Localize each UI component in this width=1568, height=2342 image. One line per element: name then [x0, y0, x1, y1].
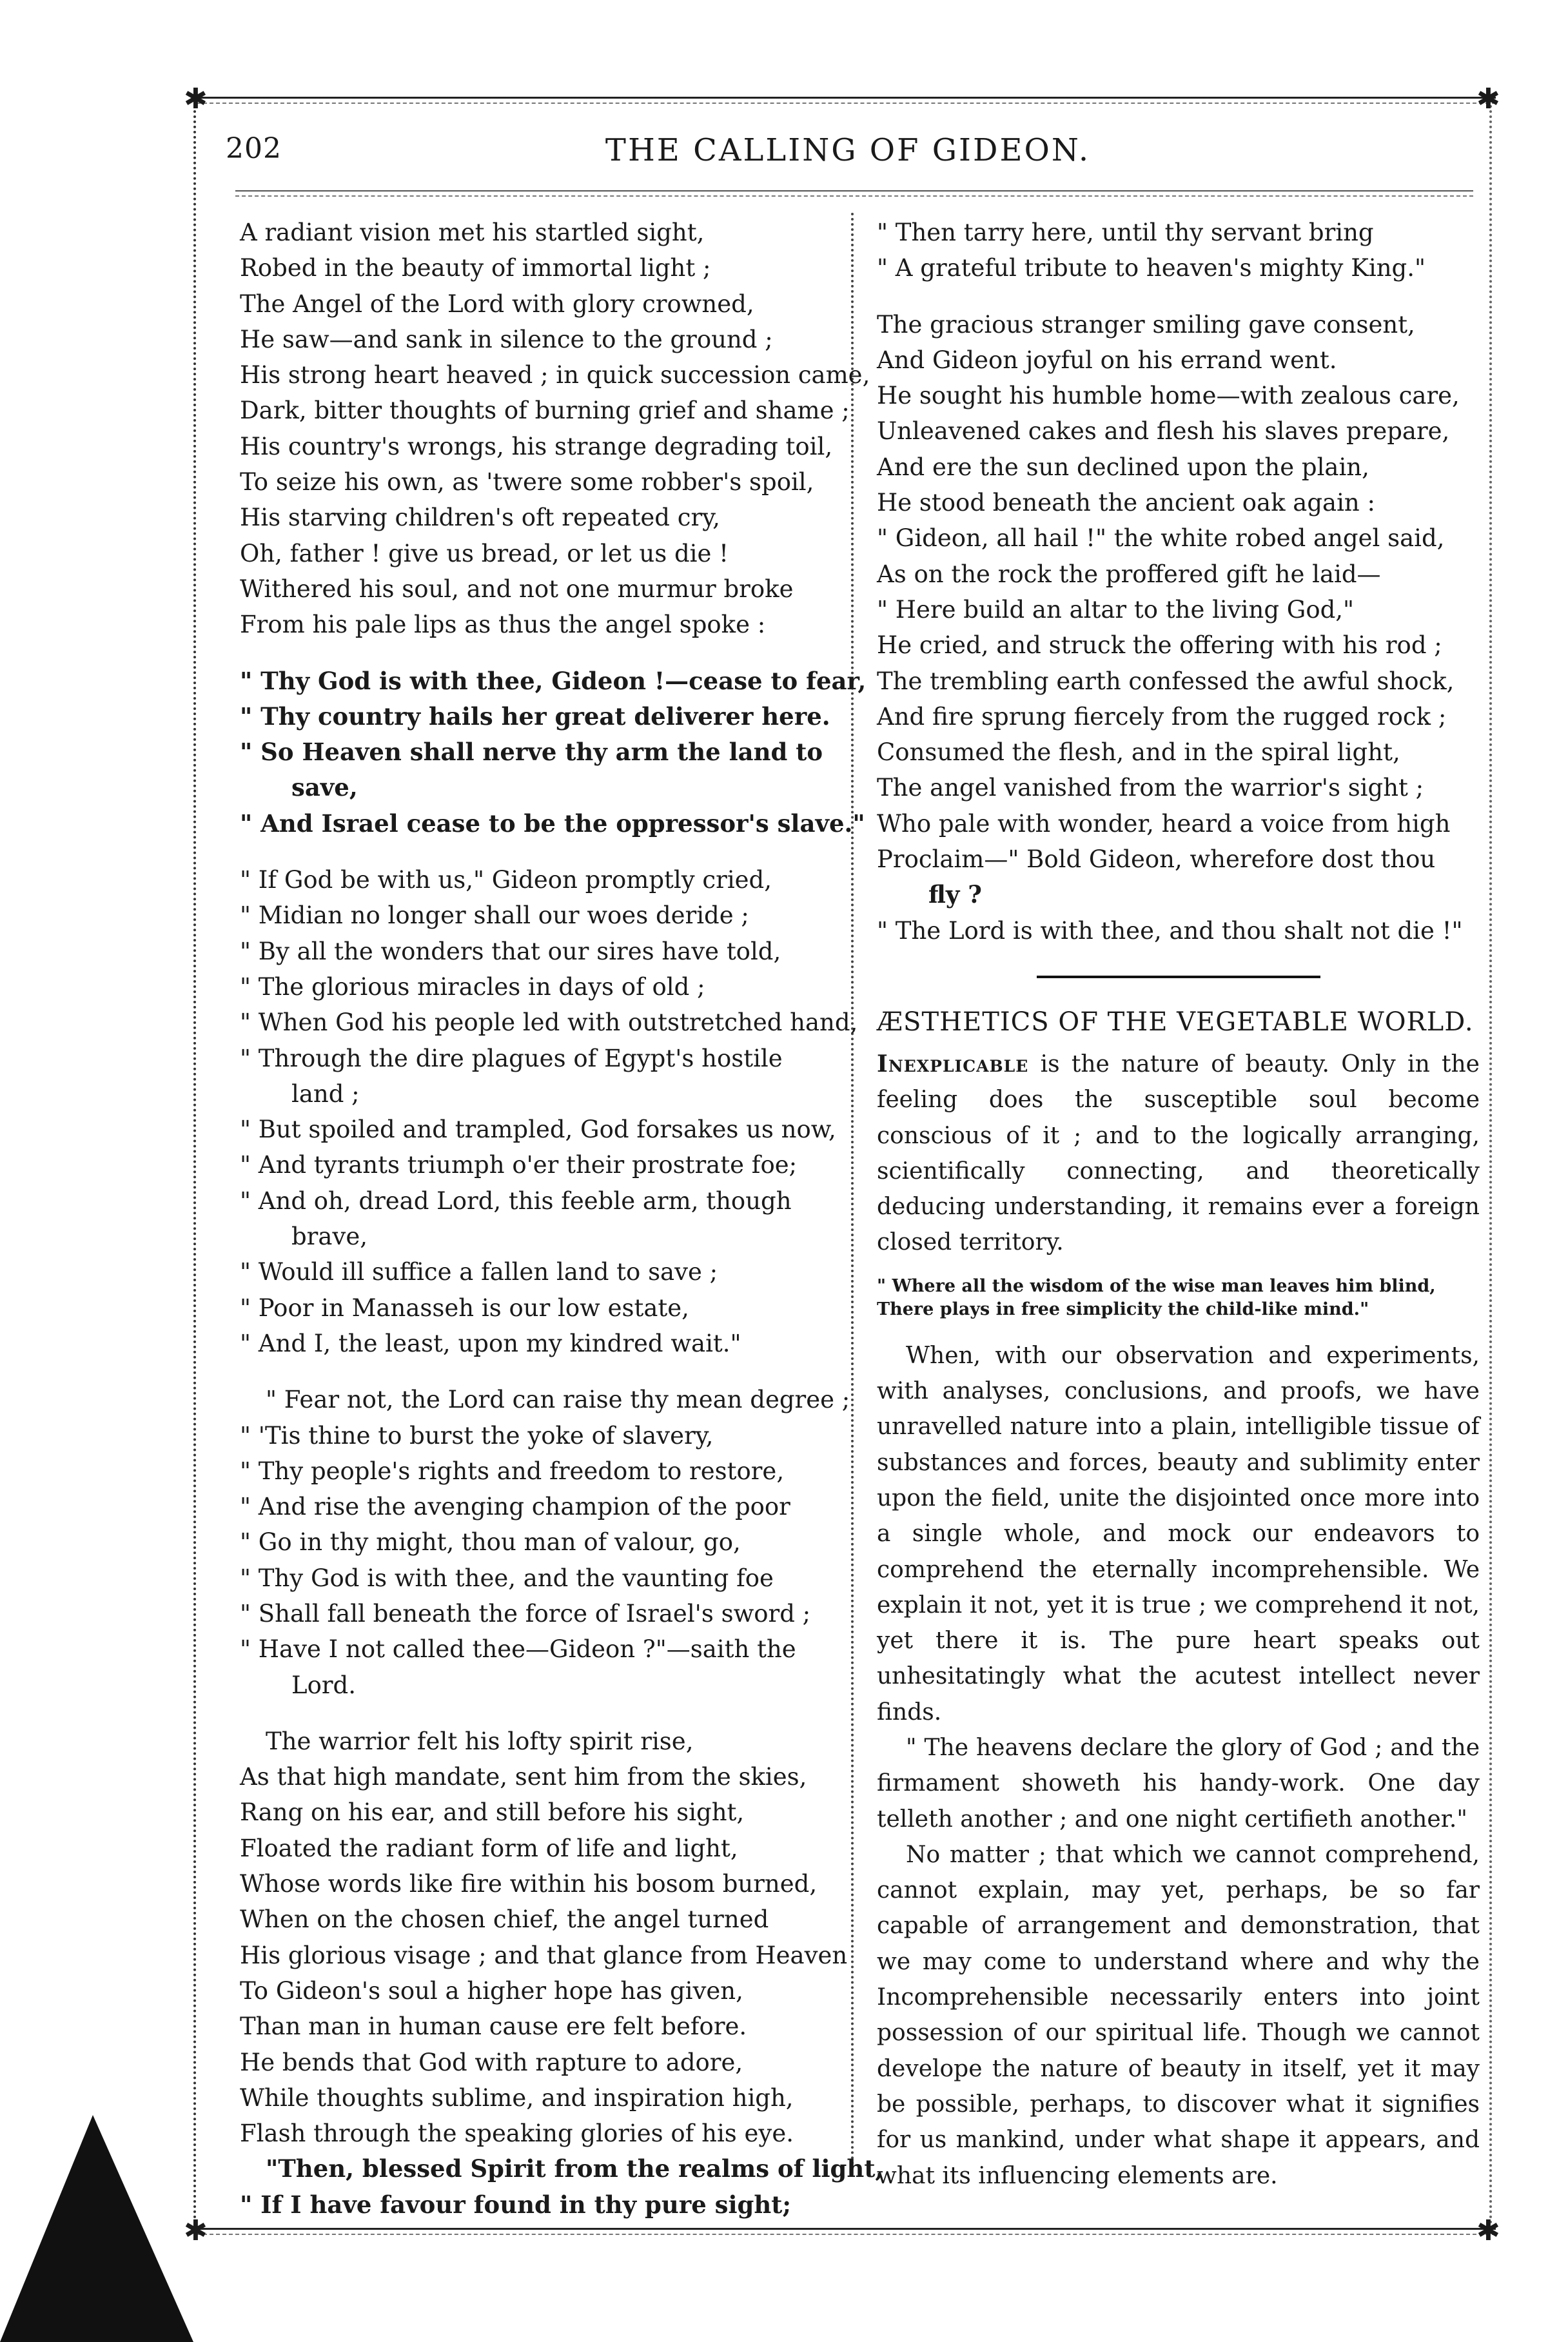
- poem-line: Flash through the speaking glories of his eye.: [240, 2120, 794, 2148]
- poem-line: A radiant vision met his startled sight,: [240, 219, 705, 246]
- poem-line: His country's wrongs, his strange degrading toil,: [240, 432, 833, 460]
- poem-line: The warrior felt his lofty spirit rise,: [266, 1727, 694, 1755]
- corner-ornament-icon: ✱: [1476, 83, 1500, 115]
- poem-line: While thoughts sublime, and inspiration high,: [240, 2083, 794, 2112]
- poem-line: " Would ill suffice a fallen land to save ;: [240, 1258, 718, 1286]
- corner-ornament-icon: ✱: [1476, 2214, 1500, 2247]
- corner-ornament-icon: ✱: [184, 83, 208, 115]
- poem-line: Proclaim—" Bold Gideon, wherefore dost thou: [877, 845, 1436, 874]
- poem-stanza: [877, 307, 1480, 949]
- poem-line: The angel vanished from the warrior's sight ;: [877, 774, 1424, 802]
- poem-stanza: [240, 1724, 884, 2223]
- poem-line: Robed in the beauty of immortal light ;: [240, 254, 711, 282]
- poem-line: Than man in human cause ere felt before.: [240, 2012, 747, 2041]
- poem-line: Consumed the flesh, and in the spiral light,: [877, 738, 1400, 767]
- corner-ornament-icon: ✱: [184, 2214, 208, 2247]
- poem-line: From his pale lips as thus the angel spoke :: [240, 611, 766, 639]
- article-paragraph: No matter ; that which we cannot comprehend, cannot explain, may yet, perhaps, be so far capable of arrangement and demonstration, that we may come to understand where and why the Incomprehensible necessarily enters into joint possession of our spiritual life. Though we cannot develope the nature of beauty in itself, yet it may be possible, perhaps, to discover what it signifies for us mankind, under what shape it appears, and what its influencing elements are.: [877, 1841, 1480, 2189]
- ornamental-left-border: [193, 100, 201, 2231]
- poem-line: "Then, blessed Spirit from the realms of light,: [266, 2154, 884, 2183]
- poem-line: The trembling earth confessed the awful shock,: [877, 667, 1455, 695]
- poem-line: Floated the radiant form of life and light,: [240, 1834, 738, 1862]
- poem-stanza: [877, 215, 1480, 286]
- poem-stanza: [240, 215, 870, 643]
- poem-line: As that high mandate, sent him from the skies,: [240, 1763, 807, 1791]
- poem-line: When on the chosen chief, the angel turned: [240, 1905, 769, 1934]
- ornamental-right-border: [1489, 100, 1497, 2231]
- article-paragraph: " The heavens declare the glory of God ; and the firmament showeth his handy-work. One day telleth another ; and one night certifieth another.": [877, 1734, 1480, 1833]
- ornamental-top-border: [197, 97, 1496, 108]
- poem-line: " If I have favour found in thy pure sight;: [240, 2190, 792, 2219]
- poem-line: Unleavened cakes and flesh his slaves prepare,: [877, 417, 1450, 446]
- page-title: THE CALLING OF GIDEON.: [605, 132, 1091, 168]
- poem-line: " But spoiled and trampled, God forsakes us now,: [240, 1116, 836, 1144]
- poem-stanza: [240, 862, 858, 1361]
- poem-line: " And tyrants triumph o'er their prostrate foe;: [240, 1151, 798, 1179]
- poem-line: " Through the dire plagues of Egypt's hostile: [240, 1044, 783, 1072]
- poem-line: " 'Tis thine to burst the yoke of slavery,: [240, 1421, 714, 1450]
- poem-line: To Gideon's soul a higher hope has given,: [240, 1976, 743, 2005]
- poem-line: " Thy country hails her great deliverer here.: [240, 702, 830, 731]
- poem-line: " And Israel cease to be the oppressor's slave.": [240, 809, 865, 838]
- right-column: [877, 215, 1480, 2194]
- poem-line: " And I, the least, upon my kindred wait.": [240, 1329, 741, 1357]
- poem-line: And Gideon joyful on his errand went.: [877, 346, 1337, 374]
- poem-line: As on the rock the proffered gift he laid—: [877, 560, 1381, 588]
- poem-line: His strong heart heaved ; in quick succession came,: [240, 361, 870, 389]
- poem-line: " The Lord is with thee, and thou shalt not die !": [877, 916, 1463, 945]
- poem-stanza: [240, 664, 867, 841]
- running-head: [226, 132, 1470, 177]
- poem-line: Who pale with wonder, heard a voice from high: [877, 809, 1451, 838]
- poem-line: And ere the sun declined upon the plain,: [877, 453, 1369, 481]
- poem-line: " Thy God is with thee, Gideon !—cease to fear,: [240, 666, 867, 695]
- poem-line: " Here build an altar to the living God,": [877, 595, 1355, 624]
- poem-line: Withered his soul, and not one murmur broke: [240, 575, 794, 603]
- poem-line: He stood beneath the ancient oak again :: [877, 489, 1375, 517]
- poem-column-left: [240, 215, 884, 2250]
- poem-line: To seize his own, as 'twere some robber's spoil,: [240, 468, 814, 497]
- lead-word: Inexplicable: [877, 1050, 1029, 1078]
- poem-line: He cried, and struck the offering with his rod ;: [877, 631, 1442, 660]
- poem-line: " Then tarry here, until thy servant bring: [877, 219, 1374, 246]
- poem-line: The gracious stranger smiling gave consent,: [877, 310, 1415, 339]
- article-paragraph: [877, 1047, 1480, 1261]
- poem-stanza: [240, 1382, 852, 1703]
- poem-line: Whose words like fire within his bosom burned,: [240, 1870, 818, 1898]
- poem-line: " And oh, dread Lord, this feeble arm, though: [240, 1186, 792, 1215]
- poem-line: And fire sprung fiercely from the rugged rock ;: [877, 702, 1447, 731]
- poem-line: Dark, bitter thoughts of burning grief and shame ;: [240, 397, 850, 425]
- poem-line: He saw—and sank in silence to the ground ;: [240, 325, 773, 353]
- poem-line: Rang on his ear, and still before his sight,: [240, 1798, 745, 1827]
- poem-line: brave,: [291, 1223, 368, 1251]
- poem-line: " Midian no longer shall our woes deride ;: [240, 901, 749, 930]
- poem-line: " Go in thy might, thou man of valour, go,: [240, 1528, 741, 1557]
- paragraph-text: is the nature of beauty. Only in the feeling does the susceptible soul become conscious of it ; and to the logically arranging, scientifically connecting, and theoretically deducing understanding, it remains ever a foreign closed territory.: [877, 1050, 1480, 1256]
- section-divider: [1037, 976, 1320, 978]
- header-rule: [235, 190, 1473, 198]
- poem-line: " Fear not, the Lord can raise thy mean degree ;: [266, 1386, 850, 1414]
- poem-line: " Gideon, all hail !" the white robed angel said,: [877, 524, 1445, 553]
- poem-line: " A grateful tribute to heaven's mighty King.": [877, 254, 1426, 282]
- poem-line: " And rise the avenging champion of the poor: [240, 1493, 790, 1521]
- poem-line: Oh, father ! give us bread, or let us die !: [240, 539, 729, 567]
- poem-line: " By all the wonders that our sires have told,: [240, 937, 781, 965]
- poem-line: save,: [291, 773, 358, 802]
- poem-line: " So Heaven shall nerve thy arm the land to: [240, 738, 823, 767]
- poem-line: " Have I not called thee—Gideon ?"—saith the: [240, 1635, 796, 1664]
- poem-line: His glorious visage ; and that glance from Heaven: [240, 1941, 848, 1969]
- article-paragraph: When, with our observation and experiments, with analyses, conclusions, and proofs, we have unravelled nature into a plain, intelligible tissue of substances and forces, beauty and sublimity enter upon the field, unite the disjointed once more into a single whole, and mock our endeavors to comprehend the eternally incomprehensible. We explain it not, yet it is true ; we comprehend it not, yet there it is. The pure heart speaks out unhesitatingly what the acutest intellect never finds.: [877, 1342, 1480, 1726]
- article-title: ÆSTHETICS OF THE VEGETABLE WORLD.: [877, 1007, 1474, 1037]
- poem-line: " When God his people led with outstretched hand,: [240, 1009, 858, 1037]
- poem-line: " Poor in Manasseh is our low estate,: [240, 1294, 689, 1322]
- page-number: 202: [226, 132, 282, 165]
- poem-line: He sought his humble home—with zealous care,: [877, 382, 1460, 410]
- poem-line: fly ?: [928, 880, 982, 909]
- poem-line: His starving children's oft repeated cry,: [240, 504, 720, 532]
- page-binding-shadow: [0, 2115, 193, 2342]
- poem-line: land ;: [291, 1079, 360, 1108]
- poem-line: " The glorious miracles in days of old ;: [240, 972, 705, 1001]
- poem-line: " Thy people's rights and freedom to restore,: [240, 1457, 785, 1485]
- poem-line: The Angel of the Lord with glory crowned,: [240, 290, 754, 318]
- poem-line: " Thy God is with thee, and the vaunting foe: [240, 1564, 774, 1592]
- epigraph-quote: " Where all the wisdom of the wise man leaves him blind, There plays in free simplicity the child-like mind.": [877, 1275, 1436, 1319]
- poem-line: " If God be with us," Gideon promptly cried,: [240, 866, 772, 894]
- poem-line: Lord.: [291, 1671, 356, 1699]
- poem-line: " Shall fall beneath the force of Israel's sword ;: [240, 1599, 811, 1628]
- poem-line: He bends that God with rapture to adore,: [240, 2048, 743, 2076]
